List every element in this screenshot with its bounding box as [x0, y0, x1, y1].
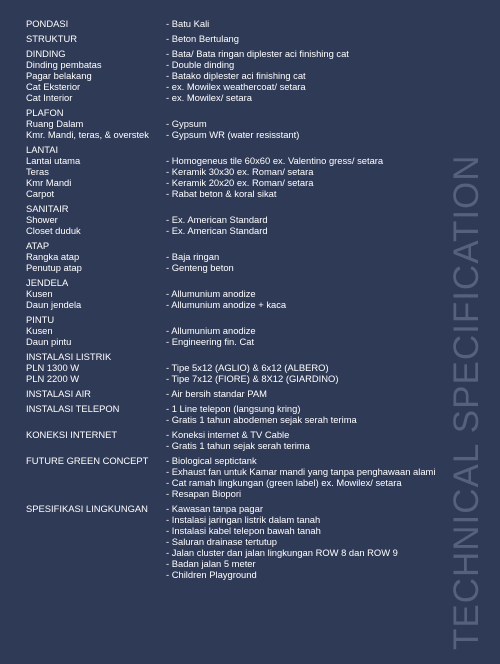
spec-value — [166, 203, 456, 214]
spec-value — [166, 314, 456, 325]
spec-label: Kmr. Mandi, teras, & overstek — [26, 129, 149, 140]
spec-value: - Ex. American Standard — [166, 214, 268, 225]
spec-row — [26, 33, 456, 44]
spec-label: Carpot — [26, 188, 55, 199]
spec-value: - Instalasi kabel telepon bawah tanah — [166, 525, 321, 536]
spec-row — [26, 177, 456, 188]
spec-label: Dinding pembatas — [26, 59, 102, 70]
spec-value: - Exhaust fan untuk Kamar mandi yang tanpa penghawaan alami — [166, 466, 436, 477]
spec-row — [26, 362, 456, 373]
spec-row — [26, 81, 456, 92]
spec-value — [166, 351, 456, 362]
spec-row — [26, 299, 456, 310]
spec-value: - Allumunium anodize — [166, 325, 256, 336]
spec-value — [166, 144, 456, 155]
spec-label: Daun pintu — [26, 336, 72, 347]
spec-label: Closet duduk — [26, 225, 81, 236]
spec-label: STRUKTUR — [26, 33, 78, 44]
spec-label: Daun jendela — [26, 299, 82, 310]
spec-value: - Biological septictank — [166, 455, 257, 466]
spec-label — [26, 477, 166, 488]
spec-value: - ex. Mowilex weathercoat/ setara — [166, 81, 306, 92]
spec-row — [26, 144, 456, 155]
spec-value: - Ex. American Standard — [166, 225, 268, 236]
spec-value: - Gratis 1 tahun abodemen sejak serah terima — [166, 414, 357, 425]
spec-row — [26, 403, 456, 414]
spec-label — [26, 466, 166, 477]
spec-row — [26, 18, 456, 29]
spec-value: - Gratis 1 tahun sejak serah terima — [166, 440, 310, 451]
spec-row — [26, 277, 456, 288]
spec-row — [26, 547, 456, 558]
spec-row — [26, 477, 456, 488]
spec-row — [26, 429, 456, 440]
spec-value: - Allumunium anodize + kaca — [166, 299, 287, 310]
spec-row — [26, 558, 456, 569]
spec-value: - Batako diplester aci finishing cat — [166, 70, 306, 81]
spec-label: FUTURE GREEN CONCEPT — [26, 455, 149, 466]
spec-row — [26, 240, 456, 251]
spec-row — [26, 225, 456, 236]
spec-row — [26, 214, 456, 225]
spec-row — [26, 107, 456, 118]
spec-label: JENDELA — [26, 277, 69, 288]
spec-value: - 1 Line telepon (langsung kring) — [166, 403, 301, 414]
spec-label: INSTALASI AIR — [26, 388, 91, 399]
spec-value: - Air bersih standar PAM — [166, 388, 267, 399]
spec-row — [26, 251, 456, 262]
spec-row — [26, 166, 456, 177]
spec-row — [26, 455, 456, 466]
spec-row — [26, 59, 456, 70]
spec-label: Kmr Mandi — [26, 177, 72, 188]
spec-value: - ex. Mowilex/ setara — [166, 92, 252, 103]
spec-label: Kusen — [26, 288, 53, 299]
spec-value: - Beton Bertulang — [166, 33, 239, 44]
spec-row — [26, 414, 456, 425]
spec-value: - Genteng beton — [166, 262, 234, 273]
spec-label: INSTALASI TELEPON — [26, 403, 120, 414]
spec-value — [166, 240, 456, 251]
spec-label — [26, 440, 166, 451]
spec-row — [26, 440, 456, 451]
spec-value: - Cat ramah lingkungan (green label) ex. Mowilex/ setara — [166, 477, 402, 488]
spec-value: - Gypsum — [166, 118, 207, 129]
spec-row — [26, 203, 456, 214]
spec-label — [26, 547, 166, 558]
spec-row — [26, 314, 456, 325]
spec-value: - Resapan Biopori — [166, 488, 242, 499]
spec-value: - Engineering fin. Cat — [166, 336, 255, 347]
spec-row — [26, 70, 456, 81]
spec-label: INSTALASI LISTRIK — [26, 351, 112, 362]
spec-label: PONDASI — [26, 18, 69, 29]
spec-label: Cat Interior — [26, 92, 73, 103]
spec-value: - Bata/ Bata ringan diplester aci finishing cat — [166, 48, 349, 59]
spec-value: - Gypsum WR (water resisstant) — [166, 129, 300, 140]
spec-row — [26, 536, 456, 547]
spec-row — [26, 155, 456, 166]
spec-value: - Double dinding — [166, 59, 235, 70]
spec-row — [26, 92, 456, 103]
spec-label: Cat Eksterior — [26, 81, 81, 92]
spec-label: Ruang Dalam — [26, 118, 84, 129]
spec-label: PINTU — [26, 314, 55, 325]
spec-value: - Koneksi internet & TV Cable — [166, 429, 290, 440]
spec-value: - Batu Kali — [166, 18, 210, 29]
spec-row — [26, 325, 456, 336]
spec-value: - Allumunium anodize — [166, 288, 256, 299]
spec-label: KONEKSI INTERNET — [26, 429, 118, 440]
spec-value: - Baja ringan — [166, 251, 220, 262]
spec-value: - Saluran drainase tertutup — [166, 536, 278, 547]
spec-row — [26, 262, 456, 273]
spec-row — [26, 188, 456, 199]
spec-value: - Children Playground — [166, 569, 257, 580]
spec-row — [26, 373, 456, 384]
spec-label: Shower — [26, 214, 58, 225]
spec-label — [26, 414, 166, 425]
spec-value — [166, 277, 456, 288]
spec-label: PLAFON — [26, 107, 64, 118]
spec-label — [26, 569, 166, 580]
spec-value: - Tipe 7x12 (FIORE) & 8X12 (GIARDINO) — [166, 373, 339, 384]
spec-label: PLN 1300 W — [26, 362, 80, 373]
spec-label: SANITAIR — [26, 203, 69, 214]
spec-value — [166, 107, 456, 118]
spec-label: Kusen — [26, 325, 53, 336]
spec-label — [26, 488, 166, 499]
spec-row — [26, 288, 456, 299]
spec-row — [26, 503, 456, 514]
spec-label: LANTAI — [26, 144, 59, 155]
spec-label — [26, 525, 166, 536]
spec-label — [26, 558, 166, 569]
spec-value: - Instalasi jaringan listrik dalam tanah — [166, 514, 321, 525]
spec-row — [26, 569, 456, 580]
spec-row — [26, 525, 456, 536]
spec-label — [26, 536, 166, 547]
spec-label: Penutup atap — [26, 262, 82, 273]
spec-value: - Jalan cluster dan jalan lingkungan ROW 8 dan ROW 9 — [166, 547, 398, 558]
spec-label: Teras — [26, 166, 49, 177]
spec-row — [26, 129, 456, 140]
spec-row — [26, 466, 456, 477]
spec-value: - Homogeneus tile 60x60 ex. Valentino gress/ setara — [166, 155, 384, 166]
spec-label: SPESIFIKASI LINGKUNGAN — [26, 503, 148, 514]
spec-value: - Rabat beton & koral sikat — [166, 188, 277, 199]
spec-row — [26, 388, 456, 399]
spec-value: - Badan jalan 5 meter — [166, 558, 256, 569]
spec-value: - Kawasan tanpa pagar — [166, 503, 263, 514]
spec-row — [26, 118, 456, 129]
spec-label — [26, 514, 166, 525]
spec-row — [26, 488, 456, 499]
spec-label: DINDING — [26, 48, 66, 59]
spec-row — [26, 514, 456, 525]
spec-label: ATAP — [26, 240, 50, 251]
spec-value: - Keramik 30x30 ex. Roman/ setara — [166, 166, 314, 177]
spec-label: PLN 2200 W — [26, 373, 80, 384]
spec-row — [26, 336, 456, 347]
spec-value: - Tipe 5x12 (AGLIO) & 6x12 (ALBERO) — [166, 362, 329, 373]
spec-row — [26, 48, 456, 59]
spec-value: - Keramik 20x20 ex. Roman/ setara — [166, 177, 314, 188]
spec-label: Pagar belakang — [26, 70, 92, 81]
specification-list — [26, 18, 456, 580]
spec-label: Rangka atap — [26, 251, 80, 262]
spec-row — [26, 351, 456, 362]
side-title: TECHNICAL SPECIFICATION — [447, 154, 486, 650]
spec-label: Lantai utama — [26, 155, 81, 166]
